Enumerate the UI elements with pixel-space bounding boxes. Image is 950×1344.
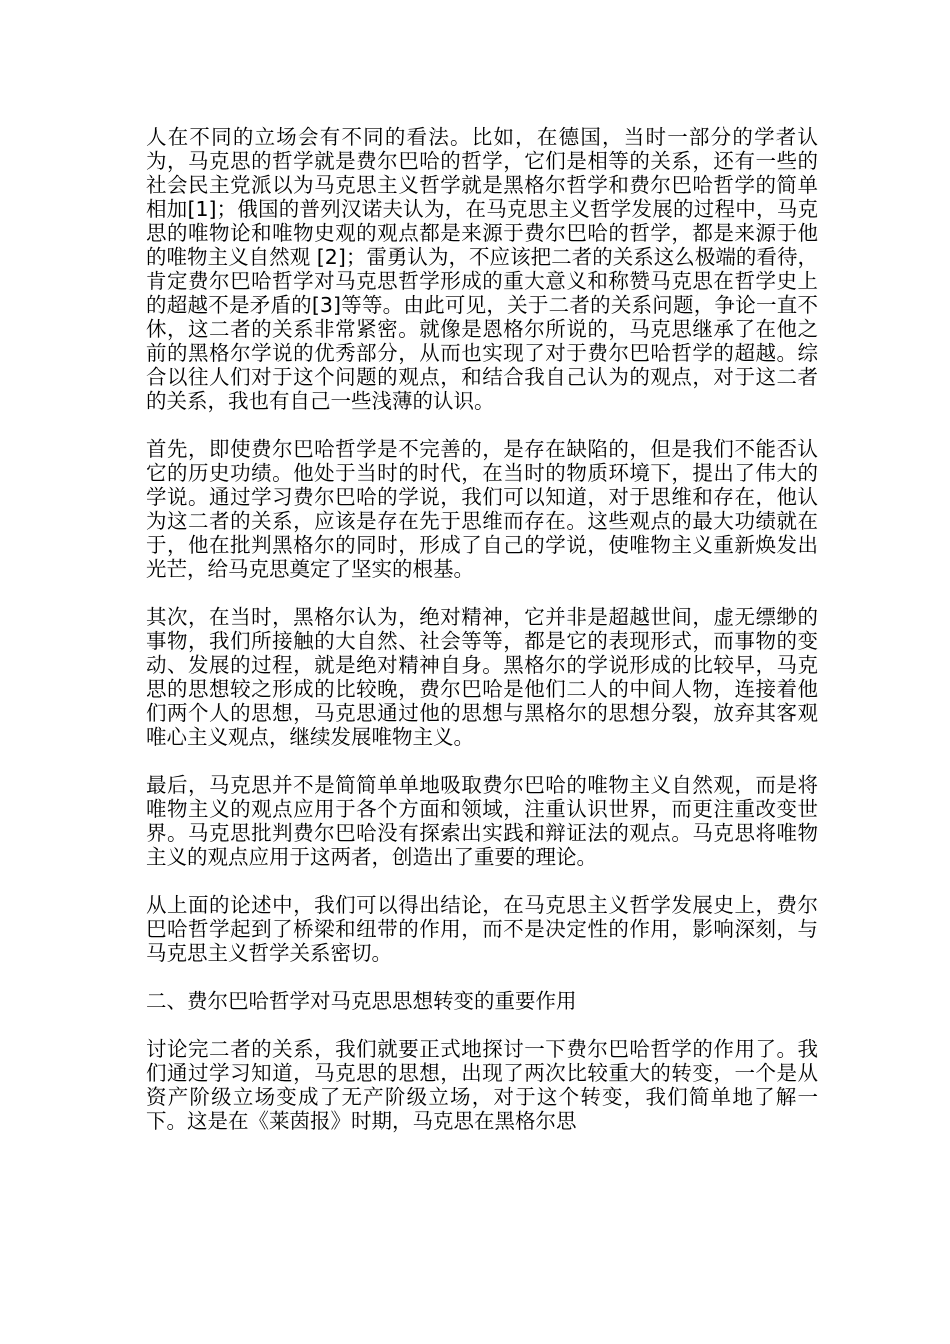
- paragraph-section-intro: 讨论完二者的关系，我们就要正式地探讨一下费尔巴哈哲学的作用了。我们通过学习知道，马克思的思想，出现了两次比较重大的转变，一个是从资产阶级立场变成了无产阶级立场，对于这个转变，我们简单地了解一下。这是在《莱茵报》时期，马克思在黑格尔思: [146, 1037, 818, 1133]
- paragraph-relationship-views: 人在不同的立场会有不同的看法。比如，在德国，当时一部分的学者认为，马克思的哲学就是费尔巴哈的哲学，它们是相等的关系，还有一些的社会民主党派以为马克思主义哲学就是黑格尔哲学和费尔巴哈哲学的简单相加[1]；俄国的普列汉诺夫认为，在马克思主义哲学发展的过程中，马克思的唯物论和唯物史观的观点都是来源于费尔巴哈的哲学，都是来源于他的唯物主义自然观 [2]；雷勇认为，不应该把二者的关系这么极端的看待，肯定费尔巴哈哲学对马克思哲学形成的重大意义和称赞马克思在哲学史上的超越不是矛盾的[3]等等。由此可见，关于二者的关系问题，争论一直不休，这二者的关系非常紧密。就像是恩格尔所说的，马克思继承了在他之前的黑格尔学说的优秀部分，从而也实现了对于费尔巴哈哲学的超越。综合以往人们对于这个问题的观点，和结合我自己认为的观点，对于这二者的关系，我也有自己一些浅薄的认识。: [146, 125, 818, 413]
- paragraph-conclusion: 从上面的论述中，我们可以得出结论，在马克思主义哲学发展史上，费尔巴哈哲学起到了桥梁和纽带的作用，而不是决定性的作用，影响深刻，与马克思主义哲学关系密切。: [146, 893, 818, 965]
- section-heading: 二、费尔巴哈哲学对马克思思想转变的重要作用: [146, 989, 577, 1013]
- document-body: [146, 125, 818, 1133]
- paragraph-first-point: 首先，即使费尔巴哈哲学是不完善的，是存在缺陷的，但是我们不能否认它的历史功绩。他处于当时的时代，在当时的物质环境下，提出了伟大的学说。通过学习费尔巴哈的学说，我们可以知道，对于思维和存在，他认为这二者的关系，应该是存在先于思维而存在。这些观点的最大功绩就在于，他在批判黑格尔的同时，形成了自己的学说，使唯物主义重新焕发出光芒，给马克思奠定了坚实的根基。: [146, 437, 818, 581]
- paragraph-second-point: 其次，在当时，黑格尔认为，绝对精神，它并非是超越世间，虚无缥缈的事物，我们所接触的大自然、社会等等，都是它的表现形式，而事物的变动、发展的过程，就是绝对精神自身。黑格尔的学说形成的比较早，马克思的思想较之形成的比较晚，费尔巴哈是他们二人的中间人物，连接着他们两个人的思想，马克思通过他的思想与黑格尔的思想分裂，放弃其客观唯心主义观点，继续发展唯物主义。: [146, 605, 818, 749]
- paragraph-last-point: 最后，马克思并不是简简单单地吸取费尔巴哈的唯物主义自然观，而是将唯物主义的观点应用于各个方面和领域，注重认识世界，而更注重改变世界。马克思批判费尔巴哈没有探索出实践和辩证法的观点。马克思将唯物主义的观点应用于这两者，创造出了重要的理论。: [146, 773, 818, 869]
